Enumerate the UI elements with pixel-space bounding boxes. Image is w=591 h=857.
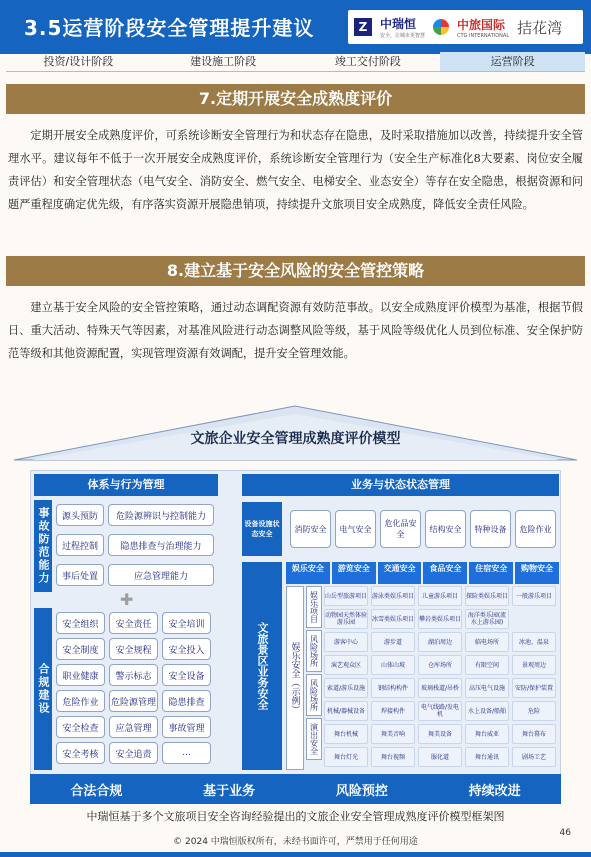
grid-cell: 有限空间 bbox=[465, 655, 509, 675]
entertain-example-label: 娱乐安全（示例） bbox=[286, 586, 304, 770]
grid-cell: 舞台机械 bbox=[324, 724, 368, 744]
compliance-item: 隐患排查 bbox=[162, 690, 211, 712]
grid-cell: 机械/器械设备 bbox=[324, 701, 368, 721]
grid-cell: 游泳类娱乐项目 bbox=[371, 586, 415, 606]
facility-item: 特种设备 bbox=[470, 510, 511, 548]
footer-item: 持续改进 bbox=[468, 783, 521, 799]
grid-cell: 湖泊周边 bbox=[418, 632, 462, 652]
grid-cell: 景观周边 bbox=[512, 655, 556, 675]
logo-strip bbox=[348, 10, 583, 44]
section8-heading: 8.建立基于安全风险的安全管控策略 bbox=[6, 256, 585, 286]
grid-cell: 游步道 bbox=[371, 632, 415, 652]
compliance-item: 安全组织 bbox=[56, 612, 105, 634]
category-header: 娱乐安全 bbox=[286, 562, 330, 584]
grid-cell: 舞美设备 bbox=[418, 724, 462, 744]
page-title: 3.5运营阶段安全管理提升建议 bbox=[24, 16, 315, 40]
grid-cell: 水上设备/船舶 bbox=[465, 701, 509, 721]
facility-item: 结构安全 bbox=[425, 510, 466, 548]
zhongruiheng-logo-icon: Z bbox=[354, 18, 372, 36]
grid-cell: 演艺观众区 bbox=[324, 655, 368, 675]
grid-cell: 海洋类乐园(流水上游乐园) bbox=[465, 609, 509, 629]
compliance-item: 危险作业 bbox=[56, 690, 105, 712]
plus-icon: ✚ bbox=[120, 590, 134, 609]
compliance-item: ... bbox=[162, 742, 211, 764]
category-header: 购物安全 bbox=[515, 562, 559, 584]
grid-cell: 动物园天然体验游乐园 bbox=[324, 609, 368, 629]
facility-item: 消防安全 bbox=[290, 510, 331, 548]
compliance-item: 警示标志 bbox=[109, 664, 158, 686]
grid-cell: 舞台视频 bbox=[371, 747, 415, 767]
section7-heading: 7.定期开展安全成熟度评价 bbox=[6, 84, 585, 114]
grid-cell: 山岳型旅游项目 bbox=[324, 586, 368, 606]
tab-construction[interactable]: 建设施工阶段 bbox=[190, 55, 257, 68]
grid-cell: 儿童游乐项目 bbox=[418, 586, 462, 606]
grid-cell: 安防/保护装置 bbox=[512, 678, 556, 698]
tab-design[interactable]: 投资/设计阶段 bbox=[43, 55, 114, 68]
tab-operation[interactable]: 运营阶段 bbox=[440, 52, 585, 71]
model-title: 文旅企业安全管理成熟度评价模型 bbox=[190, 431, 401, 447]
facility-item: 危化品安全 bbox=[380, 510, 421, 548]
maturity-model-diagram bbox=[10, 404, 581, 804]
grid-cell: 探险类娱乐项目 bbox=[465, 586, 509, 606]
facility-item: 电气安全 bbox=[335, 510, 376, 548]
compliance-item: 安全规程 bbox=[109, 638, 158, 660]
category-header: 游览安全 bbox=[332, 562, 376, 584]
category-header: 交通安全 bbox=[378, 562, 422, 584]
compliance-item: 危险源管理 bbox=[109, 690, 158, 712]
grid-cell: 剧场工艺 bbox=[512, 747, 556, 767]
plus-icon: ✚ bbox=[203, 478, 219, 499]
accident-value: 应急管理能力 bbox=[108, 564, 214, 586]
compliance-item: 事故管理 bbox=[162, 716, 211, 738]
grid-cell: 山体山坡 bbox=[371, 655, 415, 675]
grid-cell: 仓库场所 bbox=[418, 655, 462, 675]
footer-item: 风险预控 bbox=[335, 783, 388, 799]
ctg-logo-icon bbox=[433, 19, 449, 35]
accident-prevention-label: 事故防范能力 bbox=[34, 500, 52, 592]
grid-cell: 一般游乐项目 bbox=[512, 586, 556, 606]
business-panel bbox=[242, 474, 559, 761]
behavior-panel bbox=[32, 474, 218, 760]
figure-caption: 中瑞恒基于多个文旅项目安全咨询经验提出的文旅企业安全管理成熟度评价模型框架图 bbox=[86, 810, 505, 823]
accident-value: 隐患排查与治理能力 bbox=[108, 534, 214, 556]
grid-cell: 焊接构件 bbox=[371, 701, 415, 721]
compliance-item: 职业健康 bbox=[56, 664, 105, 686]
grid-cell: 舞台幕布 bbox=[512, 724, 556, 744]
compliance-item: 安全追责 bbox=[109, 742, 158, 764]
compliance-item: 安全投入 bbox=[162, 638, 211, 660]
ctg-logo: 中旅国际 CTG INTERNATIONAL bbox=[457, 17, 510, 39]
grid-cell: 服化道 bbox=[418, 747, 462, 767]
grid-cell: 冰雪类娱乐项目 bbox=[371, 609, 415, 629]
grid-cell: 游客中心 bbox=[324, 632, 368, 652]
business-label: 文旅景区业务安全 bbox=[242, 562, 282, 770]
compliance-item: 安全设备 bbox=[162, 664, 211, 686]
section8-text: 建立基于安全风险的安全管控策略，通过动态调配资源有效防范事故。以安全成熟度评价模型为基准，根据节假日、重大活动、特殊天气等因素，对基准风险进行动态调整风险等级，基于风险等级优化人员到位标准、安全保护防范等级和其他资源配置，实现管理资源有效调配，提升安全管理效能。 bbox=[8, 301, 583, 360]
compliance-item: 安全培训 bbox=[162, 612, 211, 634]
grid-cell: 舞美音响 bbox=[371, 724, 415, 744]
grid-cell: 攀岩类娱乐项目 bbox=[418, 609, 462, 629]
compliance-item: 安全制度 bbox=[56, 638, 105, 660]
accident-value: 危险源辨识与控制能力 bbox=[108, 504, 214, 526]
page-header bbox=[0, 0, 591, 54]
sub-row-label: 风险场所 bbox=[306, 674, 322, 716]
tab-completion[interactable]: 竣工交付阶段 bbox=[334, 55, 401, 68]
copyright: © 2024 中瑞恒版权所有，未经书面许可，严禁用于任何用途 bbox=[173, 837, 418, 847]
jiehuawan-logo: 拮花湾 bbox=[517, 18, 563, 37]
category-row bbox=[286, 562, 559, 584]
category-header: 住宿安全 bbox=[469, 562, 513, 584]
bottom-line bbox=[0, 852, 591, 857]
grid-cell: 舞台威亚 bbox=[465, 724, 509, 744]
page-number: 46 bbox=[559, 828, 571, 838]
behavior-panel-head: 体系与行为管理 bbox=[34, 474, 218, 496]
category-header: 食品安全 bbox=[423, 562, 467, 584]
accident-key: 事后处置 bbox=[56, 564, 104, 586]
model-footer-bar bbox=[30, 774, 561, 804]
compliance-item: 应急管理 bbox=[109, 716, 158, 738]
business-panel-head: 业务与状态状态管理 bbox=[242, 474, 559, 496]
grid-cell: 临电场所 bbox=[465, 632, 509, 652]
facility-item: 危险作业 bbox=[515, 510, 556, 548]
sub-row-label: 演出安全 bbox=[306, 718, 322, 760]
grid-cell: 舞台灯光 bbox=[324, 747, 368, 767]
section7-text: 定期开展安全成熟度评价，可系统诊断安全管理行为和状态存在隐患，及时采取措施加以改善，持续提升安全管理水平。建议每年不低于一次开展安全成熟度评价，系统诊断安全管理行为（安全生产标准化8大要素、岗位安全履责评估）和安全管理状态（电气安全、消防安全、燃气安全、电梯安全、业态安全）等存在安全隐患，根据资源和问题严重程度确定优先级，有序落实资源开展隐患销项，持续提升文旅项目安全成熟度，降低安全责任风险。 bbox=[8, 129, 583, 211]
grid-cell: 冰池、温泉 bbox=[512, 632, 556, 652]
accident-key: 源头预防 bbox=[56, 504, 104, 526]
stage-tabs bbox=[6, 52, 585, 72]
compliance-item: 安全检查 bbox=[56, 716, 105, 738]
grid-cell: 危险 bbox=[512, 701, 556, 721]
accident-key: 过程控制 bbox=[56, 534, 104, 556]
grid-cell: 舞台通讯 bbox=[465, 747, 509, 767]
zhongruiheng-logo: 中瑞恒 安全，让城市更智慧 bbox=[380, 17, 426, 39]
grid-cell: 钢结构构件 bbox=[371, 678, 415, 698]
facility-label: 设备设施状态安全 bbox=[242, 502, 282, 556]
footer-item: 合法合规 bbox=[70, 783, 123, 799]
grid-cell: 玻璃栈道/吊桥 bbox=[418, 678, 462, 698]
sub-row-label: 风险场所 bbox=[306, 630, 322, 672]
footer-item: 基于业务 bbox=[203, 783, 256, 799]
grid-cell: 高压电气设施 bbox=[465, 678, 509, 698]
compliance-label: 合规建设 bbox=[34, 608, 52, 770]
grid-cell: 电气线路/发电机 bbox=[418, 701, 462, 721]
sub-row-label: 娱乐项目 bbox=[306, 586, 322, 628]
compliance-item: 安全考核 bbox=[56, 742, 105, 764]
compliance-item: 安全责任 bbox=[109, 612, 158, 634]
grid-cell: 索道/游乐设施 bbox=[324, 678, 368, 698]
